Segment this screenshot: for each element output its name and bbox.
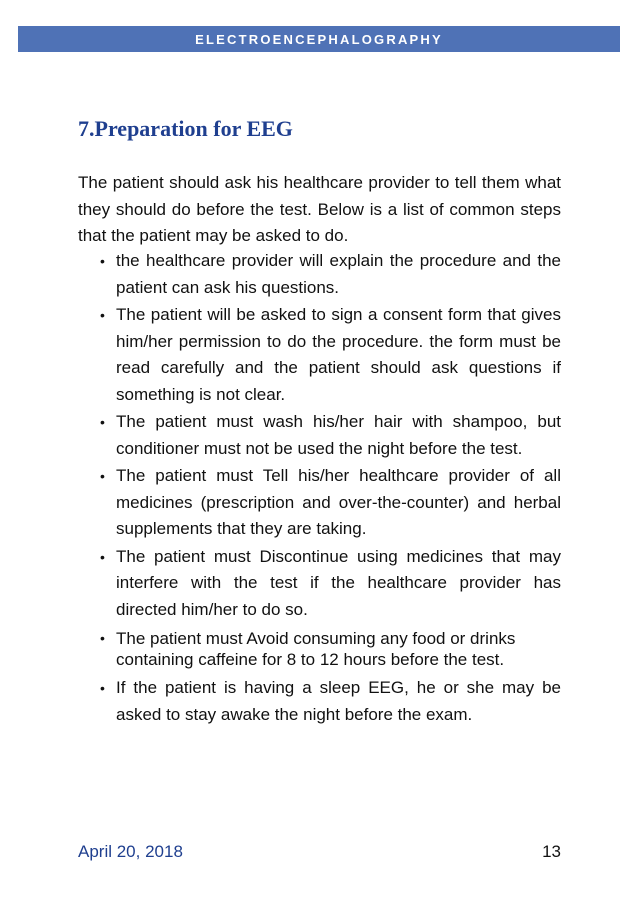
- footer-date: April 20, 2018: [78, 842, 183, 861]
- page-number: 13: [542, 842, 561, 861]
- bullet-icon: •: [100, 468, 105, 484]
- list-item: [78, 628, 561, 670]
- list-item: [78, 544, 561, 624]
- bullet-icon: •: [100, 548, 105, 565]
- list-item-text: The patient will be asked to sign a consent form that gives him/her permission to do the procedure. the form must be read carefully and the patient should ask questions if something is not clear.: [116, 305, 561, 404]
- list-item-text: If the patient is having a sleep EEG, he or she may be asked to stay awake the night before the exam.: [116, 678, 561, 724]
- list-item-text: The patient must Avoid consuming any food or drinks containing caffeine for 8 to 12 hours before the test.: [116, 629, 516, 669]
- list-item: [78, 248, 561, 301]
- bullet-icon: •: [100, 253, 105, 269]
- header-bar: [18, 26, 620, 52]
- list-item: [78, 463, 561, 543]
- list-item-text: the healthcare provider will explain the procedure and the patient can ask his questions.: [116, 251, 561, 297]
- header-title: ELECTROENCEPHALOGRAPHY: [195, 31, 443, 47]
- list-item: [78, 675, 561, 728]
- section-heading: 7.Preparation for EEG: [78, 116, 293, 141]
- steps-list: [78, 248, 561, 729]
- list-item-text: The patient must Discontinue using medicines that may interfere with the test if the healthcare provider has directed him/her to do so.: [116, 546, 561, 619]
- list-item: [78, 302, 561, 408]
- list-item-text: The patient must wash his/her hair with shampoo, but conditioner must not be used the night before the test.: [116, 412, 561, 458]
- list-item: [78, 409, 561, 462]
- intro-paragraph: The patient should ask his healthcare provider to tell them what they should do before the test. Below is a list of common steps that the patient may be asked to do.: [78, 173, 561, 245]
- bullet-icon: •: [100, 307, 105, 323]
- bullet-icon: •: [100, 630, 105, 646]
- bullet-icon: •: [100, 680, 105, 696]
- list-item-text: The patient must Tell his/her healthcare provider of all medicines (prescription and over-the-counter) and herbal supplements that they are taking.: [116, 466, 561, 538]
- bullet-icon: •: [100, 414, 105, 430]
